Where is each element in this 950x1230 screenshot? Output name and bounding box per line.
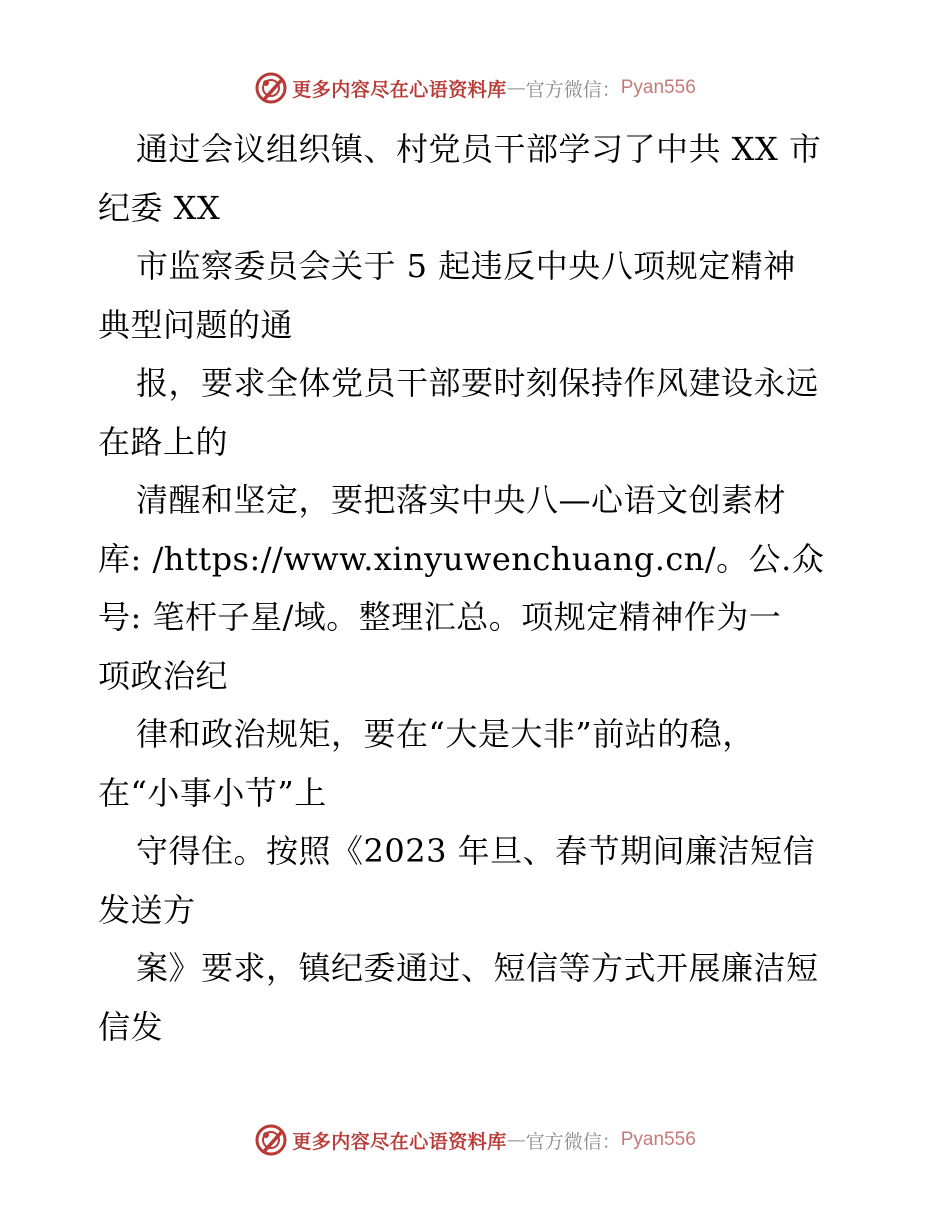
body-line: 清醒和坚定，要把落实中央八—心语文创素材: [136, 481, 787, 519]
header-wechat-id: Pyan556: [620, 77, 696, 98]
document-body: [98, 120, 878, 1056]
body-line: 案》要求，镇纪委通过、短信等方式开展廉洁短: [136, 949, 819, 987]
body-line: 守得住。按照《2023 年旦、春节期间廉洁短信: [136, 832, 816, 870]
footer-wechat-id: Pyan556: [620, 1129, 696, 1150]
footer-dash: —: [506, 1129, 526, 1151]
header-dash: —: [506, 77, 526, 99]
body-line: 典型问题的通: [98, 305, 294, 344]
brand-logo-icon: [254, 1123, 288, 1157]
body-line: 信发: [98, 1007, 164, 1046]
header-site-text: 更多内容尽在心语资料库: [292, 78, 507, 101]
body-line: 通过会议组织镇、村党员干部学习了中共 XX 市: [136, 130, 822, 168]
body-line: 在“小事小节”上: [98, 773, 327, 812]
body-line: 律和政治规矩，要在“大是大非”前站的稳，: [136, 715, 755, 753]
footer-banner: [0, 1120, 950, 1160]
body-line: 发送方: [98, 890, 196, 929]
body-line: 报，要求全体党员干部要时刻保持作风建设永远: [136, 364, 819, 402]
body-line: 纪委 XX: [98, 188, 221, 227]
body-line: 项政治纪: [98, 656, 229, 695]
header-official-text: 官方微信：: [525, 78, 621, 101]
header-banner: [0, 68, 950, 108]
brand-logo-icon: [254, 71, 288, 105]
body-line: 市监察委员会关于 5 起违反中央八项规定精神: [136, 247, 796, 285]
body-line: 在路上的: [98, 422, 229, 461]
body-line: 号: 笔杆子星/域。整理汇总。项规定精神作为一: [98, 598, 782, 636]
footer-site-text: 更多内容尽在心语资料库: [292, 1130, 507, 1153]
body-line: 库: /https://www.xinyuwenchuang.cn/。公.众: [98, 539, 825, 578]
footer-official-text: 官方微信：: [525, 1130, 621, 1153]
